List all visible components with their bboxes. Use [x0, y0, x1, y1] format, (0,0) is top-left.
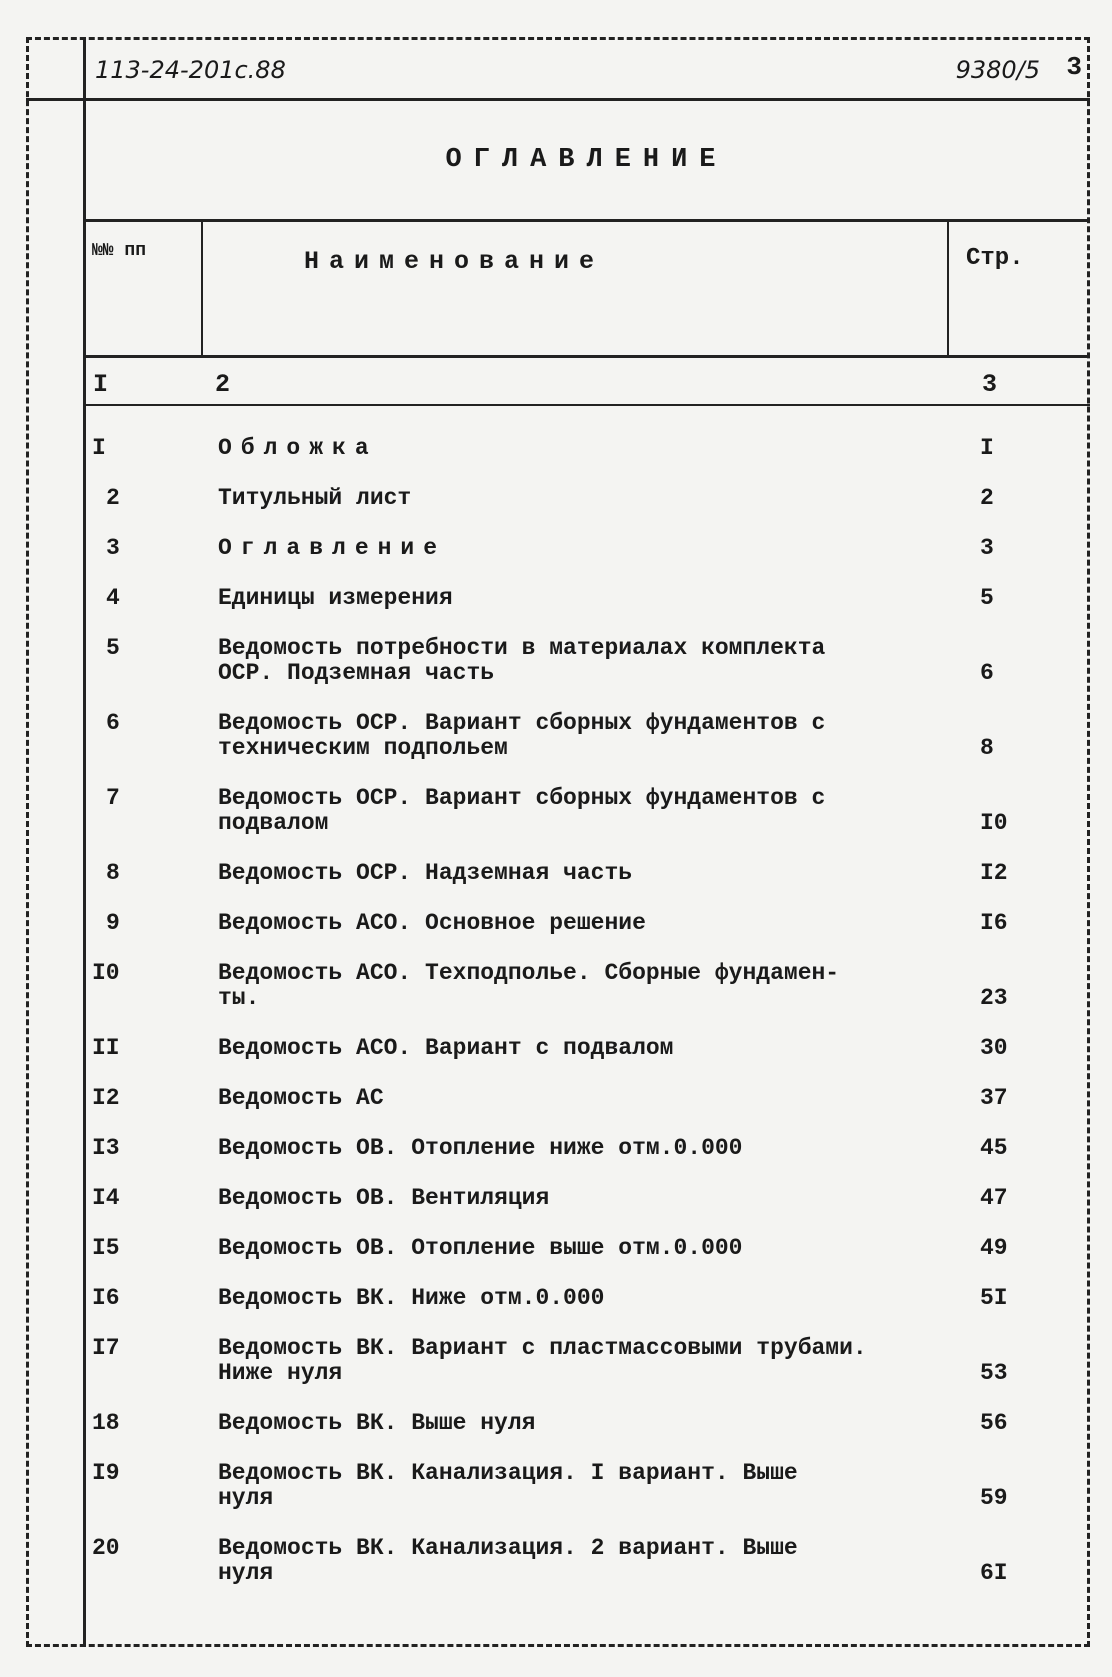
table-row	[88, 786, 1088, 836]
row-title: Ведомость ОСР. Вариант сборных фундаментов с техническим подпольем	[218, 710, 826, 761]
row-number: II	[92, 1035, 120, 1061]
row-page: I	[980, 435, 994, 461]
row-page: 37	[980, 1085, 1008, 1111]
row-number: I2	[92, 1085, 120, 1111]
row-number: I	[92, 435, 106, 461]
table-row	[88, 1411, 1088, 1436]
row-number: 8	[106, 860, 120, 886]
row-title: Ведомость ОВ. Отопление выше отм.0.000	[218, 1235, 743, 1261]
row-title: Обложка	[218, 435, 378, 461]
row-number: 9	[106, 910, 120, 936]
row-title: Титульный лист	[218, 485, 412, 511]
row-title: Ведомость АС	[218, 1085, 384, 1111]
row-number: 7	[106, 785, 120, 811]
table-top-line	[83, 219, 1090, 222]
column-header-page: Стр.	[966, 245, 1024, 272]
row-page: 23	[980, 985, 1008, 1011]
row-title: Ведомость ВК. Канализация. I вариант. Выше нуля	[218, 1460, 798, 1511]
row-number: 6	[106, 710, 120, 736]
table-row	[88, 1186, 1088, 1211]
row-number: 4	[106, 585, 120, 611]
column-header-number: №№ пп	[92, 241, 147, 261]
row-number: I9	[92, 1460, 120, 1486]
table-row	[88, 586, 1088, 611]
row-number: I4	[92, 1185, 120, 1211]
column-divider-2	[947, 219, 949, 356]
table-header-bottom-line	[83, 355, 1090, 358]
row-title: Ведомость ОСР. Вариант сборных фундаментов с подвалом	[218, 785, 826, 836]
contents-list	[88, 436, 1088, 1611]
row-number: I5	[92, 1235, 120, 1261]
column-number-1: I	[93, 370, 109, 399]
table-row	[88, 536, 1088, 561]
row-number: I7	[92, 1335, 120, 1361]
row-page: 59	[980, 1485, 1008, 1511]
document-code: 113-24-201с.88	[95, 56, 286, 84]
table-row	[88, 1086, 1088, 1111]
table-row	[88, 1286, 1088, 1311]
row-title: Ведомость ВК. Канализация. 2 вариант. Выше нуля	[218, 1535, 798, 1586]
row-page: 5I	[980, 1285, 1008, 1311]
row-title: Ведомость АСО. Техподполье. Сборные фундамен- ты.	[218, 960, 840, 1011]
row-page: 45	[980, 1135, 1008, 1161]
row-page: I6	[980, 910, 1008, 936]
header-divider	[26, 98, 1090, 101]
row-page: 6I	[980, 1560, 1008, 1586]
page-number: 3	[1066, 52, 1082, 82]
row-page: 5	[980, 585, 994, 611]
row-title: Ведомость ОВ. Вентиляция	[218, 1185, 550, 1211]
column-number-2: 2	[215, 370, 231, 399]
row-title: Ведомость потребности в материалах комплекта ОСР. Подземная часть	[218, 635, 826, 686]
row-number: 5	[106, 635, 120, 661]
row-page: 49	[980, 1235, 1008, 1261]
row-page: 53	[980, 1360, 1008, 1386]
row-title: Ведомость ВК. Вариант с пластмассовыми трубами. Ниже нуля	[218, 1335, 867, 1386]
row-title: Оглавление	[218, 535, 447, 561]
column-header-name: Наименование	[304, 247, 605, 276]
row-title: Ведомость ОСР. Надземная часть	[218, 860, 633, 886]
row-title: Ведомость ВК. Ниже отм.0.000	[218, 1285, 605, 1311]
table-row	[88, 1461, 1088, 1511]
row-page: 2	[980, 485, 994, 511]
row-page: 30	[980, 1035, 1008, 1061]
row-number: 18	[92, 1410, 120, 1436]
row-page: 6	[980, 660, 994, 686]
row-title: Ведомость АСО. Вариант с подвалом	[218, 1035, 674, 1061]
row-title: Ведомость ВК. Выше нуля	[218, 1410, 536, 1436]
row-page: I2	[980, 860, 1008, 886]
row-title: Ведомость ОВ. Отопление ниже отм.0.000	[218, 1135, 743, 1161]
row-title: Единицы измерения	[218, 585, 453, 611]
table-row	[88, 1036, 1088, 1061]
row-number: I6	[92, 1285, 120, 1311]
page-title: ОГЛАВЛЕНИЕ	[445, 145, 728, 175]
column-number-line	[83, 404, 1090, 406]
table-row	[88, 911, 1088, 936]
table-row	[88, 1136, 1088, 1161]
table-row	[88, 861, 1088, 886]
sheet-code: 9380/5	[955, 56, 1040, 84]
row-page: 8	[980, 735, 994, 761]
row-page: 3	[980, 535, 994, 561]
table-row	[88, 636, 1088, 686]
row-number: I0	[92, 960, 120, 986]
table-row	[88, 1536, 1088, 1586]
row-number: I3	[92, 1135, 120, 1161]
table-row	[88, 1236, 1088, 1261]
row-page: I0	[980, 810, 1008, 836]
table-row	[88, 711, 1088, 761]
table-row	[88, 486, 1088, 511]
row-page: 56	[980, 1410, 1008, 1436]
table-row	[88, 1336, 1088, 1386]
table-row	[88, 436, 1088, 461]
row-title: Ведомость АСО. Основное решение	[218, 910, 646, 936]
column-number-3: 3	[982, 370, 998, 399]
row-number: 3	[106, 535, 120, 561]
row-page: 47	[980, 1185, 1008, 1211]
table-row	[88, 961, 1088, 1011]
column-divider-1	[201, 219, 203, 356]
row-number: 2	[106, 485, 120, 511]
row-number: 20	[92, 1535, 120, 1561]
